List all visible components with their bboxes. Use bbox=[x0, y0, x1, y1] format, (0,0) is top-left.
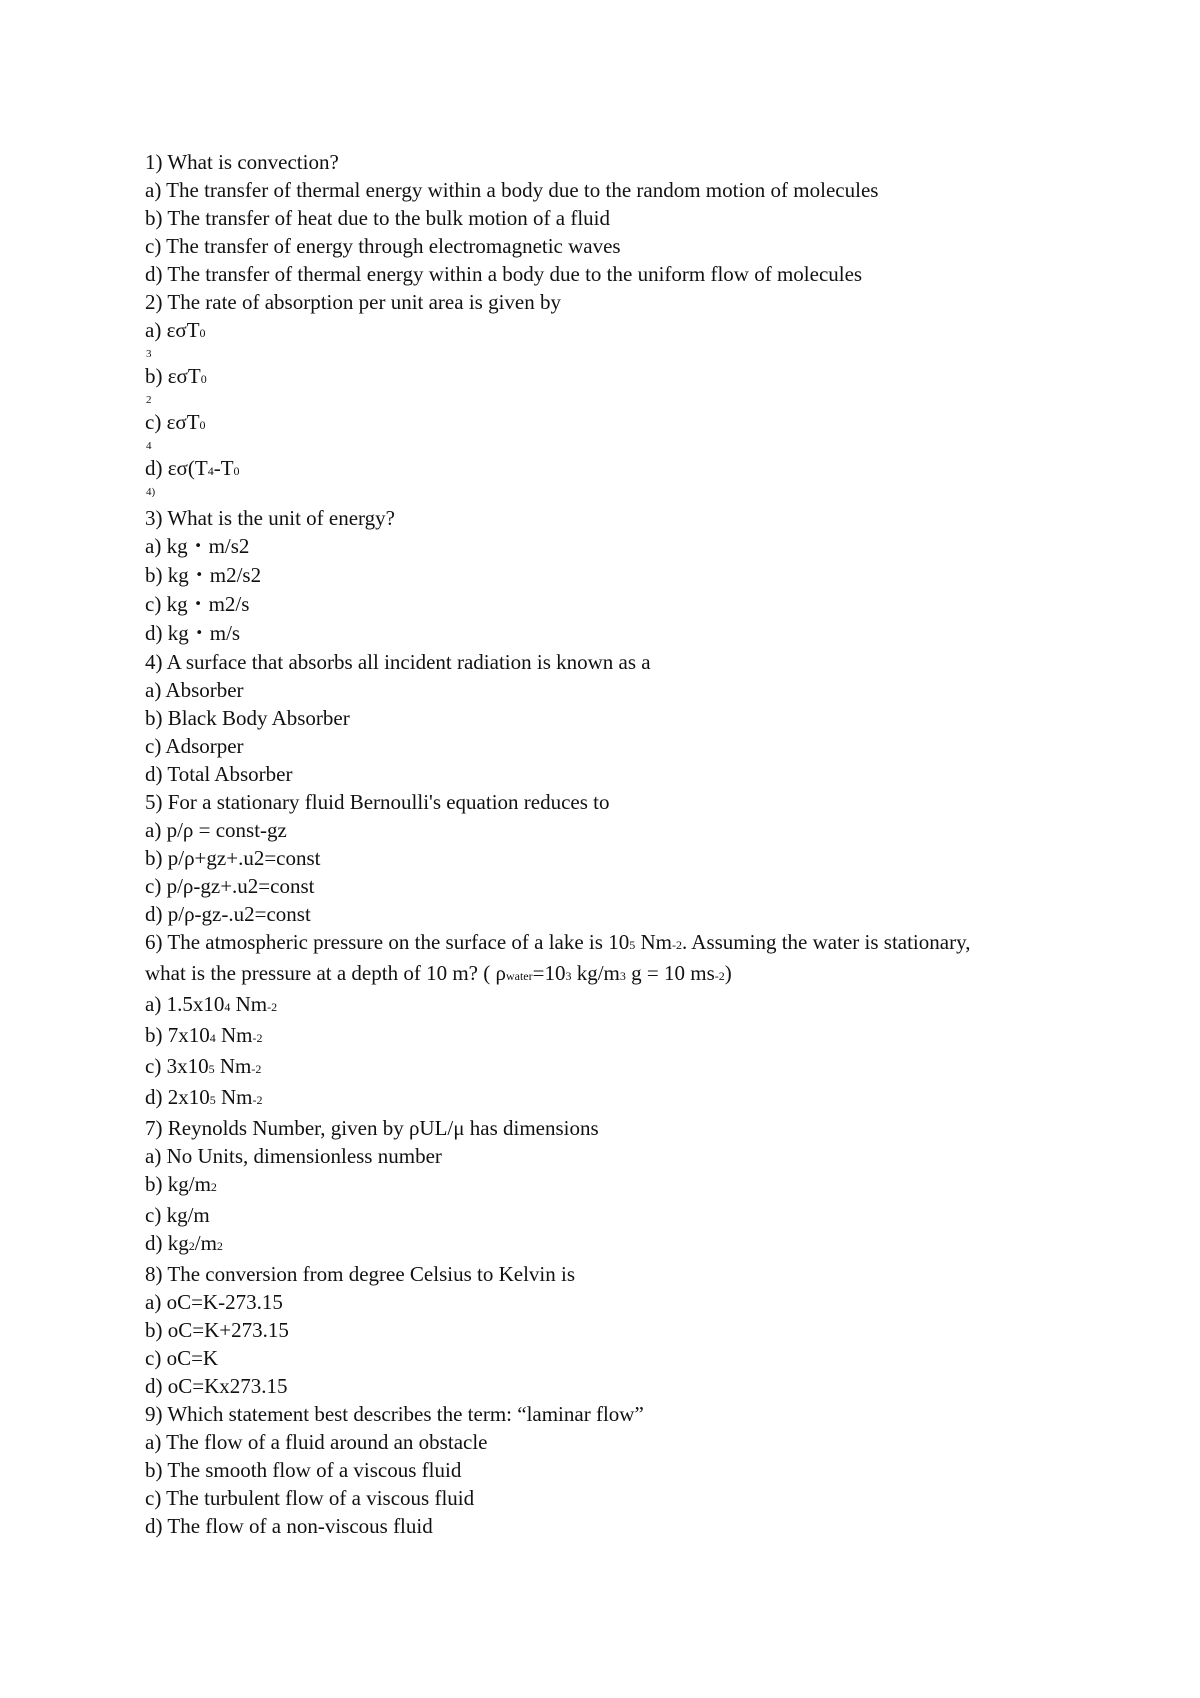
q4-option-c: c) Adsorper bbox=[145, 734, 244, 758]
q2-option-a: a) εσT0 bbox=[145, 318, 206, 342]
q9-option-a: a) The flow of a fluid around an obstacle bbox=[145, 1430, 488, 1454]
document-page bbox=[145, 148, 1155, 1540]
q3-option-d: d) kg・m/s bbox=[145, 621, 241, 645]
q4-option-d: d) Total Absorber bbox=[145, 762, 293, 786]
question-5: 5) For a stationary fluid Bernoulli's equation reduces to bbox=[145, 790, 610, 814]
q8-option-d: d) oC=Kx273.15 bbox=[145, 1374, 288, 1398]
question-6-line-1: 6) The atmospheric pressure on the surface of a lake is 105 Nm-2. Assuming the water is stationary, bbox=[145, 930, 971, 954]
q4-option-a: a) Absorber bbox=[145, 678, 244, 702]
question-2: 2) The rate of absorption per unit area is given by bbox=[145, 290, 561, 314]
q2-option-b-exponent: 2 bbox=[146, 394, 152, 406]
q1-option-c: c) The transfer of energy through electromagnetic waves bbox=[145, 234, 621, 258]
question-3: 3) What is the unit of energy? bbox=[145, 506, 395, 530]
q3-option-a: a) kg・m/s2 bbox=[145, 534, 250, 558]
question-4: 4) A surface that absorbs all incident radiation is known as a bbox=[145, 650, 651, 674]
question-6-line-2: what is the pressure at a depth of 10 m? ( ρwater=103 kg/m3 g = 10 ms-2) bbox=[145, 961, 732, 985]
q1-option-b: b) The transfer of heat due to the bulk motion of a fluid bbox=[145, 206, 610, 230]
question-1: 1) What is convection? bbox=[145, 150, 339, 174]
q8-option-c: c) oC=K bbox=[145, 1346, 219, 1370]
question-9: 9) Which statement best describes the term: “laminar flow” bbox=[145, 1402, 644, 1426]
q2-option-b: b) εσT0 bbox=[145, 364, 207, 388]
question-7: 7) Reynolds Number, given by ρUL/μ has dimensions bbox=[145, 1116, 599, 1140]
q3-option-b: b) kg・m2/s2 bbox=[145, 563, 262, 587]
q8-option-a: a) oC=K-273.15 bbox=[145, 1290, 283, 1314]
q1-option-d: d) The transfer of thermal energy within a body due to the uniform flow of molecules bbox=[145, 262, 863, 286]
q2-option-c-exponent: 4 bbox=[146, 440, 152, 452]
q2-option-a-exponent: 3 bbox=[146, 348, 152, 360]
q6-option-b: b) 7x104 Nm-2 bbox=[145, 1023, 263, 1047]
q5-option-c: c) p/ρ-gz+.u2=const bbox=[145, 874, 315, 898]
q8-option-b: b) oC=K+273.15 bbox=[145, 1318, 289, 1342]
q2-option-c: c) εσT0 bbox=[145, 410, 206, 434]
q7-option-b: b) kg/m2 bbox=[145, 1172, 217, 1196]
q2-option-d-exponent: 4) bbox=[146, 486, 156, 498]
q6-option-c: c) 3x105 Nm-2 bbox=[145, 1054, 262, 1078]
q5-option-d: d) p/ρ-gz-.u2=const bbox=[145, 902, 311, 926]
q2-option-d: d) εσ(T4-T0 bbox=[145, 456, 240, 480]
q1-option-a: a) The transfer of thermal energy within a body due to the random motion of molecules bbox=[145, 178, 879, 202]
q9-option-c: c) The turbulent flow of a viscous fluid bbox=[145, 1486, 475, 1510]
q3-option-c: c) kg・m2/s bbox=[145, 592, 250, 616]
question-8: 8) The conversion from degree Celsius to Kelvin is bbox=[145, 1262, 576, 1286]
q6-option-a: a) 1.5x104 Nm-2 bbox=[145, 992, 278, 1016]
q9-option-b: b) The smooth flow of a viscous fluid bbox=[145, 1458, 462, 1482]
q7-option-a: a) No Units, dimensionless number bbox=[145, 1144, 442, 1168]
q7-option-c: c) kg/m bbox=[145, 1203, 210, 1227]
q5-option-a: a) p/ρ = const-gz bbox=[145, 818, 287, 842]
q6-option-d: d) 2x105 Nm-2 bbox=[145, 1085, 263, 1109]
q7-option-d: d) kg2/m2 bbox=[145, 1231, 223, 1255]
q5-option-b: b) p/ρ+gz+.u2=const bbox=[145, 846, 321, 870]
q4-option-b: b) Black Body Absorber bbox=[145, 706, 350, 730]
q9-option-d: d) The flow of a non-viscous fluid bbox=[145, 1514, 433, 1538]
